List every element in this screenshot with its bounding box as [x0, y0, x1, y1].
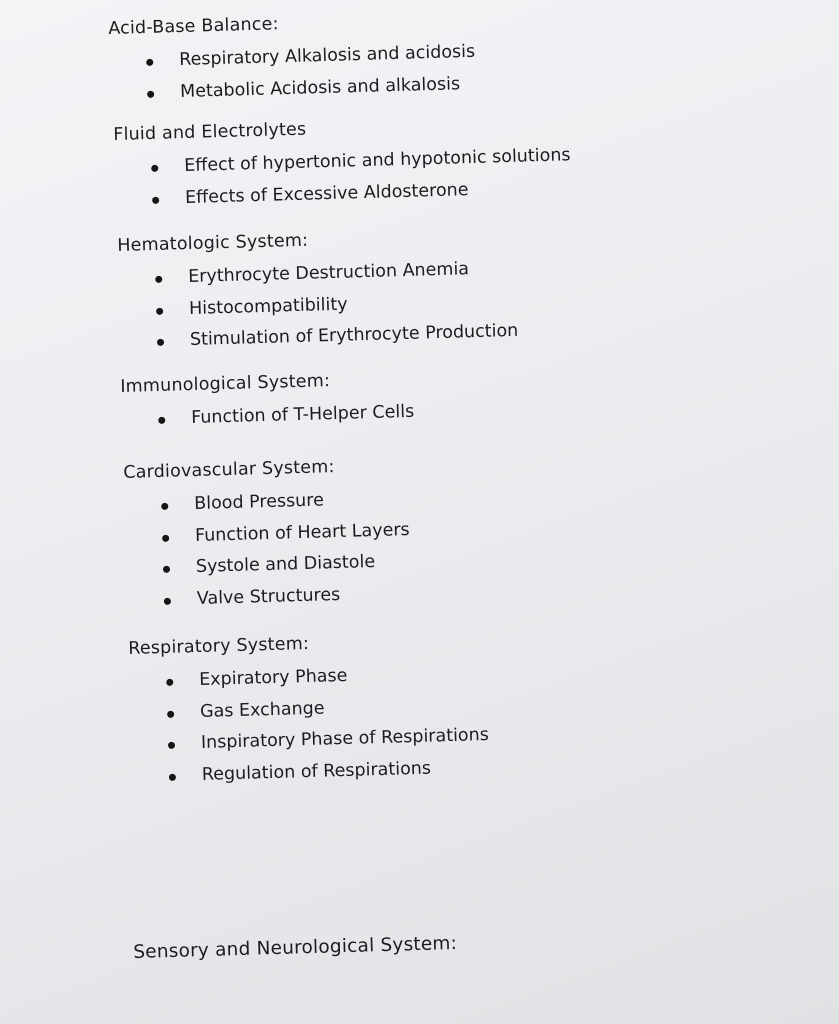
list-item: Inspiratory Phase of Respirations	[131, 720, 490, 761]
section-heading: Hematologic System:	[117, 230, 309, 256]
list-item: Respiratory Alkalosis and acidosis	[109, 37, 476, 79]
section-heading: Respiratory System:	[128, 633, 310, 659]
bullet-list	[121, 397, 415, 437]
list-item: Metabolic Acidosis and alkalosis	[110, 68, 477, 110]
list-item: Stimulation of Erythrocyte Production	[120, 316, 519, 359]
list-item: Effects of Excessive Aldosterone	[115, 172, 572, 216]
list-item: Erythrocyte Destruction Anemia	[118, 253, 517, 296]
list-item: Expiratory Phase	[129, 657, 488, 698]
section-fluid-and-electrolytes	[113, 111, 572, 216]
section-heading: Fluid and Electrolytes	[113, 119, 307, 145]
section-heading: Acid-Base Balance:	[108, 14, 279, 39]
list-item: Function of T-Helper Cells	[121, 397, 415, 437]
section-heading: Sensory and Neurological System:	[133, 932, 458, 963]
list-item: Function of Heart Layers	[125, 515, 410, 554]
section-heading: Cardiovascular System:	[123, 457, 335, 483]
list-item: Systole and Diastole	[126, 546, 411, 585]
list-item: Valve Structures	[126, 578, 411, 617]
list-item: Blood Pressure	[124, 483, 409, 522]
section-acid-base-balance	[108, 8, 476, 110]
section-heading: Immunological System:	[120, 371, 331, 397]
section-respiratory-system	[128, 628, 490, 793]
list-item: Gas Exchange	[130, 688, 489, 729]
list-item: Effect of hypertonic and hypotonic solutions	[114, 140, 571, 184]
bullet-list	[109, 37, 477, 110]
list-item: Histocompatibility	[119, 284, 518, 327]
bullet-list	[118, 253, 519, 359]
section-hematologic-system	[117, 224, 519, 359]
section-cardiovascular-system	[123, 454, 412, 617]
bullet-list	[124, 483, 412, 617]
bullet-list	[129, 657, 490, 793]
section-sensory-and-neurological-system	[133, 933, 457, 964]
list-item: Regulation of Respirations	[131, 751, 490, 792]
bullet-list	[114, 140, 572, 216]
section-immunological-system	[120, 368, 415, 437]
